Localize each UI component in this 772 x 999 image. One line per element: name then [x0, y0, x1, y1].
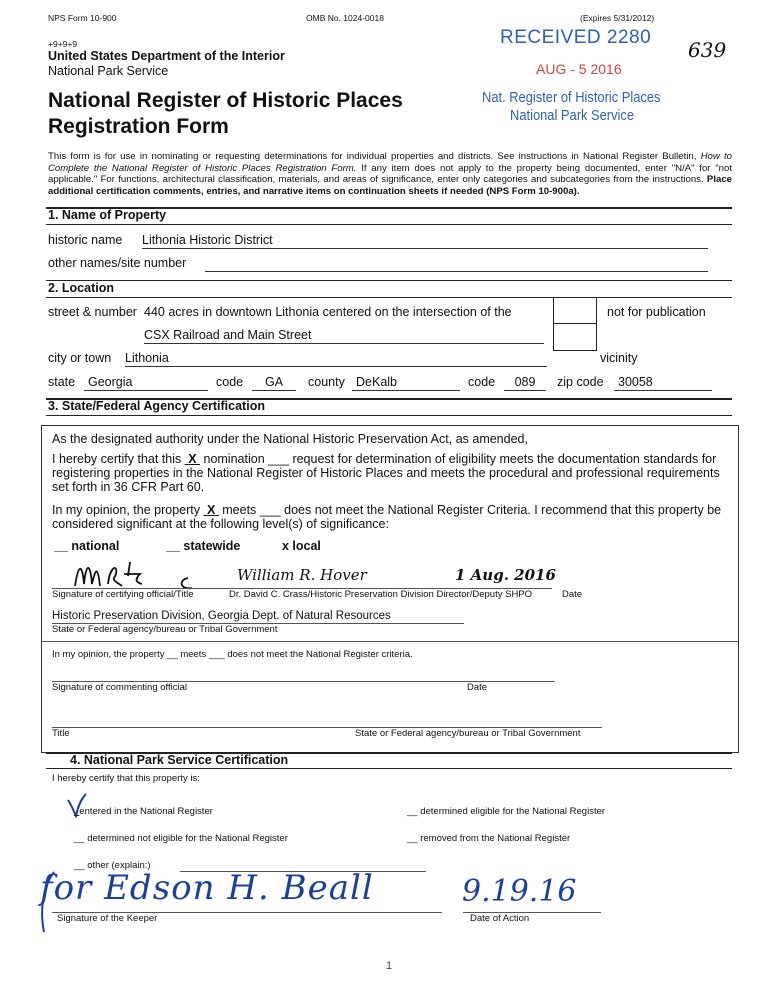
not-for-publication-label: not for publication — [607, 305, 706, 319]
header-code: +9+9+9 — [48, 39, 78, 49]
street-line1[interactable]: 440 acres in downtown Lithonia centered on the intersection of the — [144, 305, 512, 319]
received-stamp: RECEIVED 2280 — [500, 27, 652, 48]
county-code-field[interactable]: 089 — [504, 375, 546, 391]
state-code-field[interactable]: GA — [252, 375, 296, 391]
action-date: 9.19.16 — [462, 874, 577, 909]
handwritten-number: 639 — [688, 38, 727, 62]
form-number: NPS Form 10-900 — [48, 13, 117, 23]
other-option[interactable]: __ other (explain:) — [74, 860, 151, 871]
form-title-line2: Registration Form — [48, 115, 229, 138]
vicinity-checkbox[interactable] — [553, 323, 597, 351]
expiration: (Expires 5/31/2012) — [580, 13, 655, 23]
level-statewide[interactable]: __ statewide — [166, 539, 241, 553]
action-date-label: Date of Action — [470, 913, 530, 924]
stamp-date: AUG - 5 2016 — [536, 61, 622, 77]
section4-heading: 4. National Park Service Certification — [70, 753, 289, 767]
agency2-label: State or Federal agency/bureau or Tribal Government — [355, 728, 581, 739]
section3-heading: 3. State/Federal Agency Certification — [48, 399, 265, 413]
nps-certify-text: I hereby certify that this property is: — [52, 773, 200, 784]
historic-name-label: historic name — [48, 233, 123, 247]
certifying-date-label: Date — [562, 589, 583, 600]
certifier-handwritten-name: William R. Hover — [237, 566, 367, 584]
section2-heading: 2. Location — [48, 281, 114, 295]
state-field[interactable]: Georgia — [84, 375, 208, 391]
department: United States Department of the Interior — [48, 49, 285, 63]
county-label: county — [308, 375, 345, 389]
commenting-signature-label: Signature of commenting official — [52, 682, 188, 693]
removed-option[interactable]: __ removed from the National Register — [407, 833, 571, 844]
keeper-signature-label: Signature of the Keeper — [57, 913, 158, 924]
certify-text: I hereby certify that this X nomination ___ request for determination of eligibility meets the documentation standards for registering properties in the National Register of Historic Places and meets the procedural and professional requirements set forth in 36 CFR Part 60. — [52, 452, 720, 494]
intro-text: This form is for use in nominating or requesting determinations for individual properties and districts. See instructions in National Register Bulletin, How to Complete the National Register of Historic Places Registration Form. If any item does not apply to the property being documented, enter "N/A" for "not applicable." For functions, architectural classification, materials, and areas of significance, enter only categories and subcategories from the instructions. Place additional certification comments, entries, and narrative items on continuation sheets if needed (NPS Form 10-900a). — [48, 151, 733, 197]
not-eligible-option[interactable]: __ determined not eligible for the National Register — [74, 833, 288, 844]
county-field[interactable]: DeKalb — [352, 375, 460, 391]
vicinity-label: vicinity — [600, 351, 638, 365]
determined-eligible-option[interactable]: __ determined eligible for the National Register — [407, 806, 606, 817]
stamp-line1: Nat. Register of Historic Places — [482, 89, 661, 106]
agency-name: Historic Preservation Division, Georgia Dept. of Natural Resources — [52, 610, 391, 622]
street-label: street & number — [48, 305, 137, 319]
other-names-label: other names/site number — [48, 256, 187, 270]
opinion2-text: In my opinion, the property __ meets ___ does not meet the National Register criteria. — [52, 649, 413, 660]
stamp-line2: National Park Service — [510, 107, 635, 124]
city-label: city or town — [48, 351, 112, 365]
agency-label: State or Federal agency/bureau or Tribal Government — [52, 624, 278, 635]
signature-flourish — [36, 868, 60, 938]
city-field[interactable]: Lithonia — [125, 351, 547, 367]
title-label: Title — [52, 728, 70, 739]
certifying-signature-label: Signature of certifying official/Title — [52, 589, 194, 600]
zip-label: zip code — [557, 375, 604, 389]
state-label: state — [48, 375, 76, 389]
entered-option[interactable]: entered in the National Register — [79, 806, 213, 817]
county-code-label: code — [468, 375, 496, 389]
zip-field[interactable]: 30058 — [614, 375, 712, 391]
level-national[interactable]: __ national — [54, 539, 120, 553]
state-code-label: code — [216, 375, 244, 389]
level-local[interactable]: x local — [282, 539, 321, 553]
section1-heading: 1. Name of Property — [48, 208, 167, 222]
not-for-publication-checkbox[interactable] — [553, 297, 597, 325]
street-line2[interactable]: CSX Railroad and Main Street — [144, 328, 544, 344]
opinion-text: In my opinion, the property X meets ___ does not meet the National Register Criteria. I recommend that this property be considered significant at the following level(s) of significance: — [52, 503, 722, 531]
page-number: 1 — [386, 960, 393, 972]
certifier-handwritten-date: 1 Aug. 2016 — [455, 566, 556, 584]
other-names-field[interactable] — [205, 256, 708, 272]
keeper-signature: for Edson H. Beall — [40, 868, 374, 908]
authority-text: As the designated authority under the National Historic Preservation Act, as amended, — [52, 432, 528, 446]
form-title-line1: National Register of Historic Places — [48, 89, 403, 112]
commenting-date-label: Date — [467, 682, 488, 693]
historic-name-field[interactable]: Lithonia Historic District — [142, 233, 708, 249]
agency: National Park Service — [48, 64, 169, 78]
omb-number: OMB No. 1024-0018 — [306, 13, 384, 23]
certifying-official-name: Dr. David C. Crass/Historic Preservation Division Director/Deputy SHPO — [229, 589, 533, 600]
